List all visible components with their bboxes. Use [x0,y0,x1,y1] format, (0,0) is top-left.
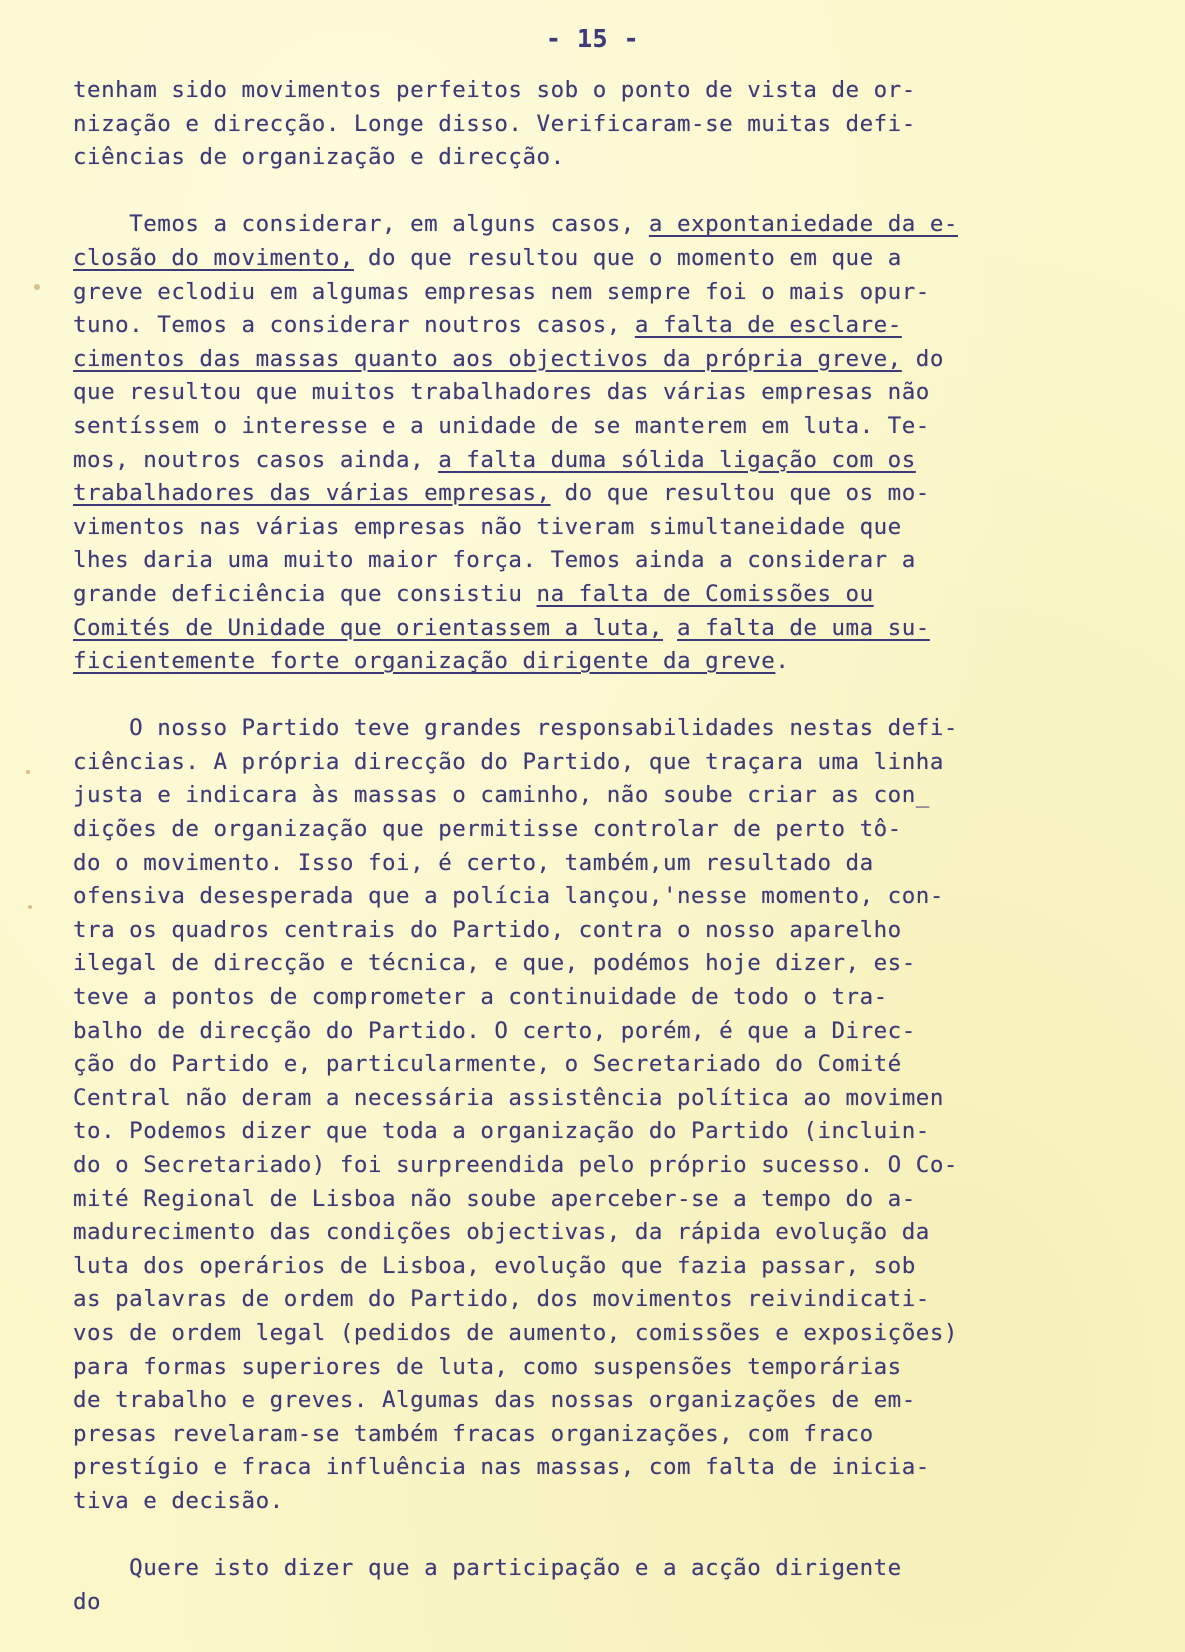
line-text: tuno. Temos a considerar noutros casos, [73,312,635,339]
line-text: vimentos nas várias empresas não tiveram simultaneidade que [73,513,902,540]
line-text: madurecimento das condições objectivas, da rápida evolução da [73,1219,930,1246]
text-line [73,1552,1133,1586]
underlined-text: a falta duma sólida ligação com os [438,446,916,473]
line-text: ofensiva desesperada que a polícia lançou,'nesse momento, con- [73,883,944,910]
text-line [73,947,1133,981]
line-text: greve eclodiu em algumas empresas nem sempre foi o mais opur- [73,278,930,305]
text-line [73,847,1133,881]
line-text: que resultou que muitos trabalhadores das várias empresas não [73,379,930,406]
text-line [73,511,1133,545]
line-text: do que resultou que o momento em que a [353,244,902,271]
line-text: . [775,648,790,675]
line-text: O nosso Partido teve grandes responsabilidades nestas defi- [73,715,958,742]
line-text: sentíssem o interesse e a unidade de se manterem em luta. Te- [73,412,930,439]
paragraph-gap [73,679,1133,713]
text-line [73,208,1133,242]
paragraph [73,208,1133,678]
underlined-text: a falta de uma su- [677,614,930,641]
text-line [73,981,1133,1015]
underlined-text: Comités de Unidade que orientassem a luta, [73,614,663,641]
text-line [73,1015,1133,1049]
line-text: ciências. A própria direcção do Partido, que traçara uma linha [73,748,944,775]
line-text: prestígio e fraca influência nas massas, com falta de inicia- [73,1454,930,1481]
text-line [73,1317,1133,1351]
text-line [73,1250,1133,1284]
text-line [73,1351,1133,1385]
line-text: as palavras de ordem do Partido, dos movimentos reivindicati- [73,1286,930,1313]
line-text [663,615,677,641]
line-text: Temos a considerar, em alguns casos, [73,211,649,238]
line-text: tenham sido movimentos perfeitos sob o ponto de vista de or- [73,77,916,103]
underlined-text: na falta de Comissões ou [536,580,874,607]
line-text: vos de ordem legal (pedidos de aumento, comissões e exposições) [73,1319,958,1346]
text-line [73,444,1133,478]
text-line [73,645,1133,679]
margin-stain [34,284,40,290]
underlined-text: a expontaniedade da e- [648,211,958,238]
paragraph-gap [73,175,1133,209]
line-text: lhes daria uma muito maior força. Temos ainda a considerar a [73,547,916,574]
line-text: balho de direcção do Partido. O certo, porém, é que a Direc- [73,1017,916,1044]
text-line [73,309,1133,343]
text-line [73,880,1133,914]
line-text: do [73,1588,102,1615]
line-text: Quere isto dizer que a participação e a acção dirigente [73,1555,902,1582]
margin-stain [28,905,32,909]
line-text: dições de organização que permitisse controlar de perto tô- [73,816,902,843]
line-text: do [901,345,944,372]
line-text: to. Podemos dizer que toda a organização do Partido (incluin- [73,1118,930,1145]
line-text: Central não deram a necessária assistência política ao movimen [73,1084,944,1111]
paragraph [73,74,1133,175]
line-text: justa e indicara às massas o caminho, não soube criar as con_ [73,782,930,809]
line-text: de trabalho e greves. Algumas das nossas organizações de em- [73,1387,916,1414]
text-line [73,779,1133,813]
page-number: - 15 - [545,24,640,53]
line-text: do que resultou que os mo- [550,480,930,507]
text-line [73,1283,1133,1317]
text-line [73,1048,1133,1082]
text-line [73,1149,1133,1183]
underlined-text: a falta de esclare- [634,312,902,339]
text-line [73,1418,1133,1452]
text-line [73,410,1133,444]
text-line [73,712,1133,746]
line-text: teve a pontos de comprometer a continuidade de todo o tra- [73,984,888,1011]
line-text: mos, noutros casos ainda, [73,446,439,473]
underlined-text: closão do movimento, [73,244,354,271]
text-line [73,242,1133,276]
line-text: mité Regional de Lisboa não soube aperceber-se a tempo do a- [73,1185,916,1212]
text-line [73,1451,1133,1485]
line-text: ilegal de direcção e técnica, e que, podémos hoje dizer, es- [73,950,916,977]
line-text: para formas superiores de luta, como suspensões temporárias [73,1353,902,1380]
text-line [73,612,1133,646]
text-line [73,914,1133,948]
paragraph-gap [73,1519,1133,1553]
body-text [73,74,1133,1619]
margin-stain [26,770,30,774]
line-text: luta dos operários de Lisboa, evolução que fazia passar, sob [73,1252,916,1279]
paragraph [73,712,1133,1518]
text-line [73,1216,1133,1250]
text-line [73,813,1133,847]
text-line [73,1485,1133,1519]
line-text: grande deficiência que consistiu [73,580,537,607]
text-line [73,141,1133,175]
text-line [73,1586,1133,1620]
line-text: do o Secretariado) foi surpreendida pelo próprio sucesso. O Co- [73,1152,958,1178]
text-line [73,1384,1133,1418]
text-line [73,1115,1133,1149]
paragraph [73,1552,1133,1619]
text-line [73,276,1133,310]
text-line [73,74,1133,108]
underlined-text: cimentos das massas quanto aos objectivos da própria greve, [73,345,902,372]
text-line [73,477,1133,511]
text-line [73,544,1133,578]
text-line [73,343,1133,377]
text-line [73,578,1133,612]
text-line [73,746,1133,780]
line-text: do o movimento. Isso foi, é certo, também,um resultado da [73,849,874,876]
underlined-text: trabalhadores das várias empresas, [73,480,551,507]
line-text: tra os quadros centrais do Partido, contra o nosso aparelho [73,916,902,943]
line-text: ção do Partido e, particularmente, o Secretariado do Comité [73,1051,902,1078]
text-line [73,1082,1133,1116]
line-text: tiva e decisão. [73,1487,284,1514]
line-text: presas revelaram-se também fracas organizações, com fraco [73,1420,874,1447]
line-text: nização e direcção. Longe disso. Verificaram-se muitas defi- [73,110,916,137]
text-line [73,376,1133,410]
text-line [73,1183,1133,1217]
underlined-text: ficientemente forte organização dirigente da greve [73,648,776,675]
text-line [73,108,1133,142]
line-text: ciências de organização e direcção. [73,144,565,171]
